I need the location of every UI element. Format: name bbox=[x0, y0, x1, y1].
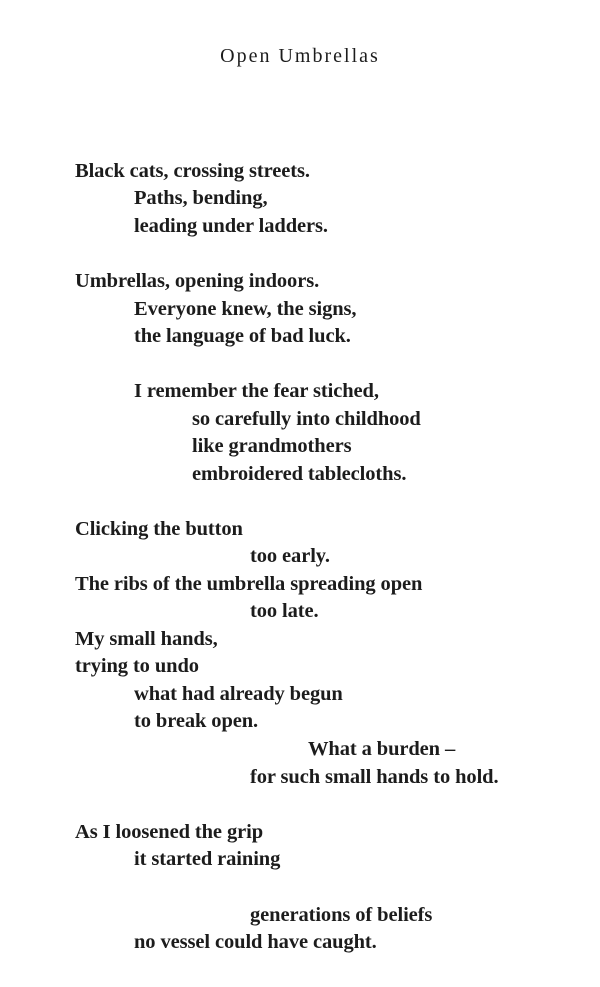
poem-line: what had already begun bbox=[134, 683, 343, 705]
poem-line: the language of bad luck. bbox=[134, 325, 351, 347]
poem-line: generations of beliefs bbox=[250, 904, 433, 926]
poem-line: Black cats, crossing streets. bbox=[75, 160, 310, 182]
poem-line: Everyone knew, the signs, bbox=[134, 298, 357, 320]
poem-line: Clicking the button bbox=[75, 518, 243, 540]
poem-line: leading under ladders. bbox=[134, 215, 328, 237]
poem-line: The ribs of the umbrella spreading open bbox=[75, 573, 423, 595]
poem-line: embroidered tablecloths. bbox=[192, 463, 407, 485]
poem-line: it started raining bbox=[134, 848, 281, 870]
poem-line: Paths, bending, bbox=[134, 187, 268, 209]
poem-line: As I loosened the grip bbox=[75, 821, 264, 843]
poem-line: Umbrellas, opening indoors. bbox=[75, 270, 320, 292]
poem-line: too early. bbox=[250, 545, 330, 567]
poem-line: What a burden – bbox=[308, 738, 456, 760]
poem-line: for such small hands to hold. bbox=[250, 766, 499, 788]
poem-line: trying to undo bbox=[75, 655, 199, 677]
poem-title: Open Umbrellas bbox=[220, 45, 380, 67]
poem-line: My small hands, bbox=[75, 628, 218, 650]
poem-line: no vessel could have caught. bbox=[134, 931, 377, 953]
poem-line: too late. bbox=[250, 600, 319, 622]
poem-line: to break open. bbox=[134, 710, 259, 732]
poem-line: I remember the fear stiched, bbox=[134, 380, 379, 402]
poem-line: so carefully into childhood bbox=[192, 408, 421, 430]
poem-line: like grandmothers bbox=[192, 435, 352, 457]
